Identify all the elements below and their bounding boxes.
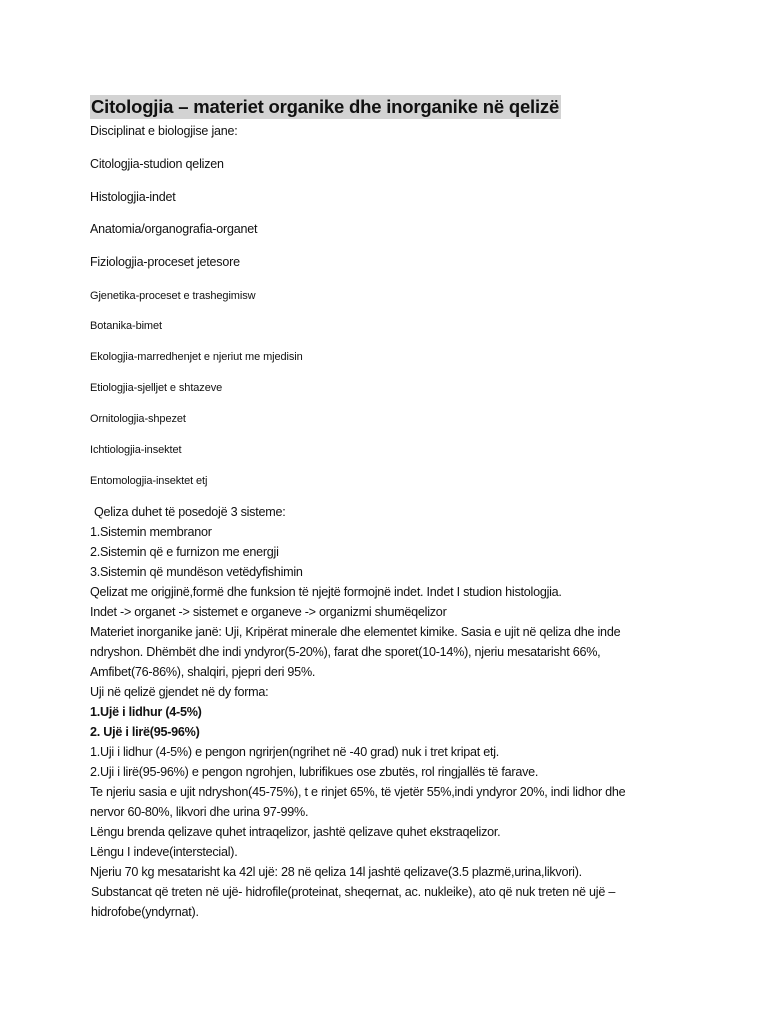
discipline-item: Etiologjia-sjelljet e shtazeve bbox=[90, 382, 223, 394]
body-line: Qeliza duhet të posedojë 3 sisteme: bbox=[94, 505, 286, 519]
document-title: Citologjia – materiet organike dhe inorganike në qelizë bbox=[91, 96, 560, 117]
body-line: Qelizat me origjinë,formë dhe funksion të njejtë formojnë indet. Indet I studion histologjia. bbox=[90, 585, 562, 599]
body-line: 1.Ujë i lidhur (4-5%) bbox=[90, 705, 202, 719]
discipline-item: Anatomia/organografia-organet bbox=[90, 222, 258, 236]
body-line: nervor 60-80%, likvori dhe urina 97-99%. bbox=[90, 805, 309, 819]
discipline-item: Gjenetika-proceset e trashegimisw bbox=[90, 290, 256, 302]
body-line: Amfibet(76-86%), shalqiri, pjepri deri 95%. bbox=[90, 665, 316, 679]
discipline-item: Ornitologjia-shpezet bbox=[90, 413, 186, 425]
discipline-item: Fiziologjia-proceset jetesore bbox=[90, 255, 240, 269]
discipline-item: Entomologjia-insektet etj bbox=[90, 475, 208, 487]
body-line: Indet -> organet -> sistemet e organeve -> organizmi shumëqelizor bbox=[90, 605, 447, 619]
body-line: 2.Sistemin që e furnizon me energji bbox=[90, 545, 279, 559]
body-line: ndryshon. Dhëmbët dhe indi yndyror(5-20%), farat dhe sporet(10-14%), njeriu mesatarisht 66%, bbox=[90, 645, 601, 659]
discipline-item: Citologjia-studion qelizen bbox=[90, 157, 224, 171]
body-line: 2.Uji i lirë(95-96%) e pengon ngrohjen, lubrifikues ose zbutës, rol ringjallës të farave. bbox=[90, 765, 539, 779]
body-line: Substancat që treten në ujë- hidrofile(proteinat, sheqernat, ac. nukleike), ato që nuk treten në ujë – bbox=[91, 885, 616, 899]
body-line: Njeriu 70 kg mesatarisht ka 42l ujë: 28 në qeliza 14l jashtë qelizave(3.5 plazmë,urina,likvori). bbox=[90, 865, 582, 879]
body-line: 2. Ujë i lirë(95-96%) bbox=[90, 725, 200, 739]
body-line: Te njeriu sasia e ujit ndryshon(45-75%), t e rinjet 65%, të vjetër 55%,indi yndyror 20%, indi lidhor dhe bbox=[90, 785, 626, 799]
discipline-item: Ekologjia-marredhenjet e njeriut me mjedisin bbox=[90, 351, 303, 363]
body-line: 1.Uji i lidhur (4-5%) e pengon ngrirjen(ngrihet në -40 grad) nuk i tret kripat etj. bbox=[90, 745, 500, 759]
intro-text: Disciplinat e biologjise jane: bbox=[90, 124, 238, 138]
body-line: Uji në qelizë gjendet në dy forma: bbox=[90, 685, 269, 699]
discipline-item: Ichtiologjia-insektet bbox=[90, 444, 182, 456]
body-line: Lëngu I indeve(interstecial). bbox=[90, 845, 238, 859]
body-line: 3.Sistemin që mundëson vetëdyfishimin bbox=[90, 565, 303, 579]
body-line: 1.Sistemin membranor bbox=[90, 525, 212, 539]
body-line: hidrofobe(yndyrnat). bbox=[91, 905, 199, 919]
discipline-item: Histologjia-indet bbox=[90, 190, 176, 204]
body-line: Materiet inorganike janë: Uji, Kripërat minerale dhe elementet kimike. Sasia e ujit në qeliza dhe inde bbox=[90, 625, 621, 639]
body-line: Lëngu brenda qelizave quhet intraqelizor, jashtë qelizave quhet ekstraqelizor. bbox=[90, 825, 501, 839]
discipline-item: Botanika-bimet bbox=[90, 320, 162, 332]
